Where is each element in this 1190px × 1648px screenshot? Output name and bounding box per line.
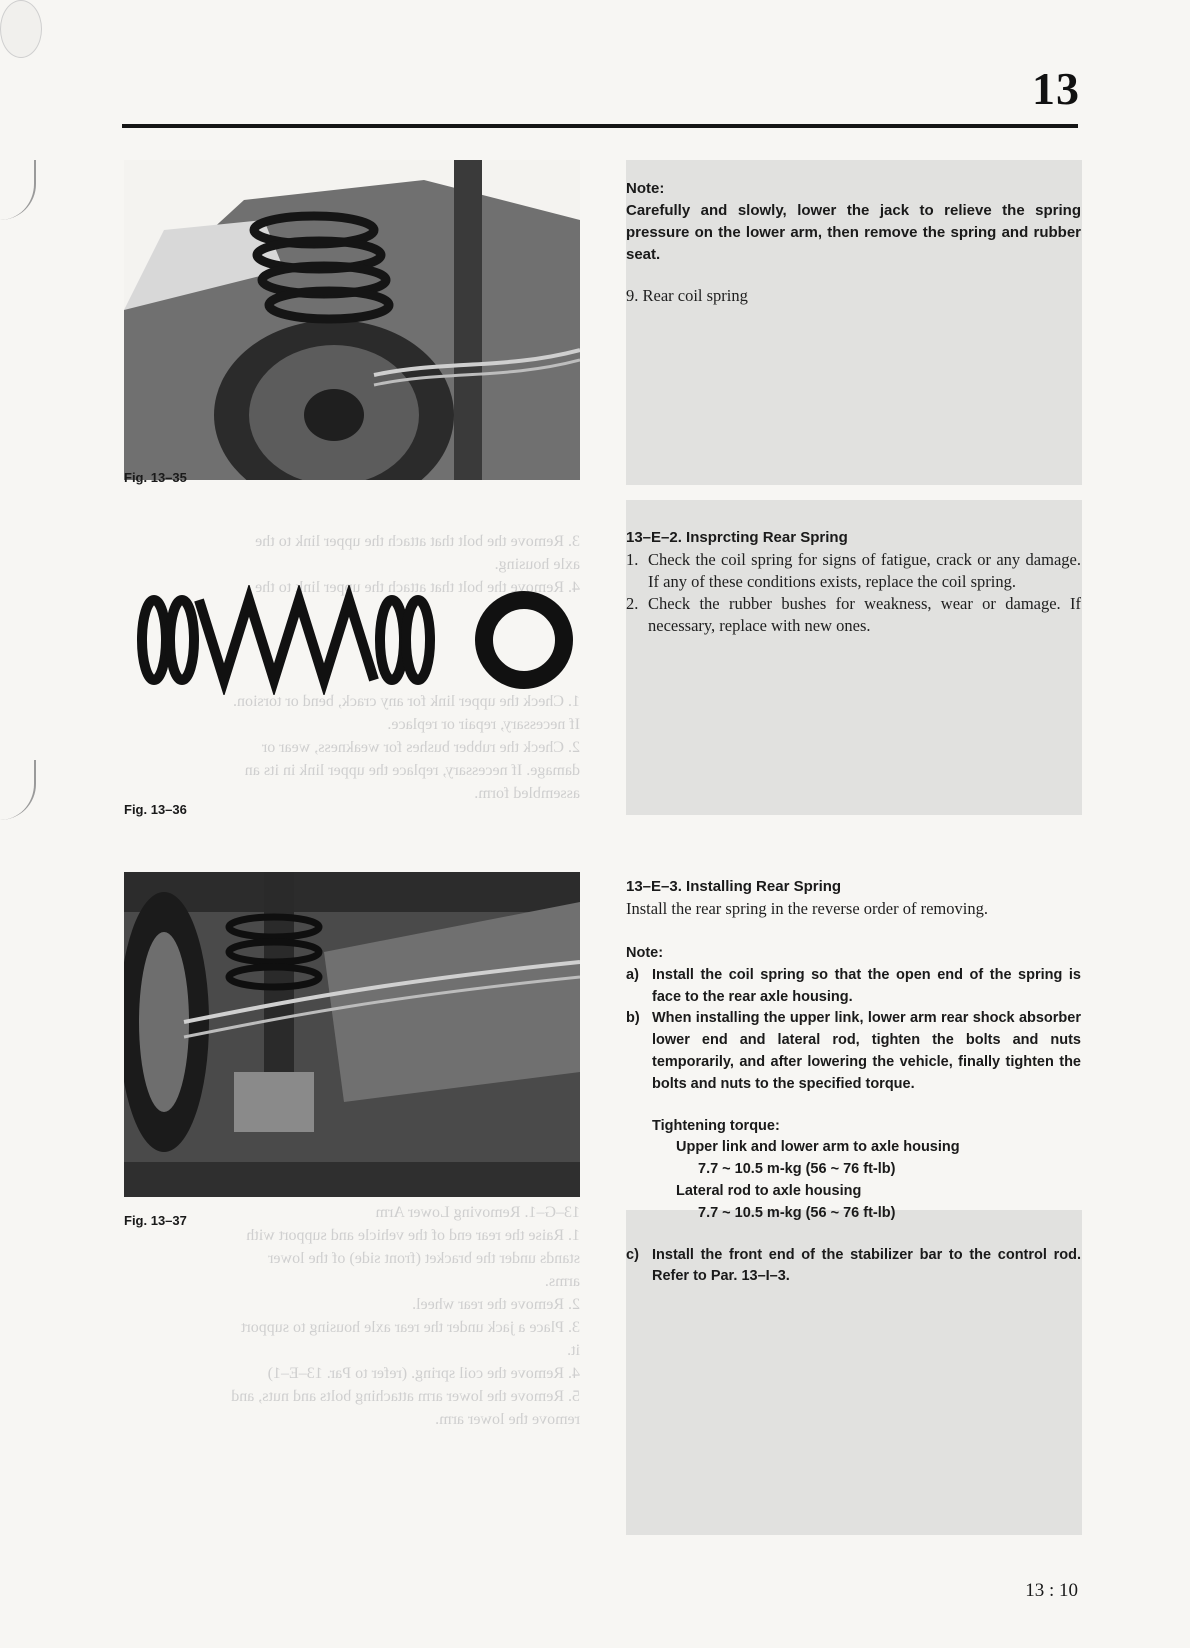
note-block (626, 943, 1081, 1288)
list-item: 1. Check the coil spring for signs of fatigue, crack or any damage. If any of these conditions exists, replace the coil spring. (626, 550, 1081, 591)
torque-title: Tightening torque: (652, 1117, 780, 1134)
list-item: b) When installing the upper link, lower arm rear shock absorber lower end and lateral rod, tighten the bolts and nuts temporarily, and after lowering the vehicle, finally tighten the bolts and nuts to the specified torque. (626, 1010, 1081, 1092)
chapter-number: 13 (1032, 63, 1080, 114)
figure-13-36-photo (124, 585, 580, 695)
binder-hole-mark (0, 760, 36, 820)
step-item (626, 285, 1081, 307)
step-number: 9. (626, 286, 639, 305)
binder-hole-mark (0, 160, 36, 220)
section-heading: 13–E–3. Installing Rear Spring (626, 878, 842, 895)
torque-line: Lateral rod to axle housing (676, 1182, 862, 1199)
figure-caption: Fig. 13–37 (124, 1213, 187, 1228)
list-item: 2. Check the rubber bushes for weakness, wear or damage. If necessary, replace with new ones. (626, 594, 1081, 635)
section-inspecting-rear-spring (626, 527, 1081, 637)
torque-line: Upper link and lower arm to axle housing (676, 1139, 960, 1156)
show-through-text: 13–G–1. Removing Lower Arm 1. Raise the rear end of the vehicle and support with stands under the bracket (front side) of the lower arms. 2. Remove the rear wheel. 3. Place a jack under the rear axle housing to support it. 4. Remove the coil spring. (refer to Par. 13–E–1) 5. Remove the lower arm attaching bolts and nuts, and remove the lower arm. (231, 1204, 580, 1428)
figure-13-35-photo (124, 160, 580, 480)
figure-caption: Fig. 13–36 (124, 802, 187, 817)
note-text: Carefully and slowly, lower the jack to relieve the spring pressure on the lower arm, then remove the spring and rubber seat. (626, 202, 1081, 263)
list-item: c) Install the front end of the stabilizer bar to the control rod. Refer to Par. 13–I–3. (626, 1246, 1081, 1285)
show-through-text: 1. Check the upper link for any crack, bend or torsion. If necessary, repair or replace. 2. Check the rubber bushes for weakness, wear or damage. If necessary, replace the upper link in its an assembled form. (232, 693, 580, 802)
step-text: Rear coil spring (642, 286, 748, 305)
note-title: Note: (626, 180, 665, 197)
show-through-text: 3. Remove the bolt that attach the upper link to the axle housing. 4. Remove the bolt that attach the upper link to the (255, 533, 580, 596)
figure-13-37-photo (124, 872, 580, 1197)
binder-hole (0, 0, 42, 58)
note-title: Note: (626, 945, 664, 961)
section-heading: 13–E–2. Insprcting Rear Spring (626, 529, 848, 546)
page-number: 13 : 10 (1025, 1580, 1078, 1601)
note-block (626, 178, 1081, 266)
tightening-torque-block (626, 1116, 1081, 1225)
torque-value: 7.7 ~ 10.5 m-kg (56 ~ 76 ft-lb) (698, 1161, 896, 1178)
section-installing-rear-spring (626, 876, 1081, 920)
figure-caption: Fig. 13–35 (124, 470, 187, 485)
section-text: Install the rear spring in the reverse order of removing. (626, 899, 988, 918)
torque-value: 7.7 ~ 10.5 m-kg (56 ~ 76 ft-lb) (698, 1204, 896, 1221)
list-item: a) Install the coil spring so that the open end of the spring is face to the rear axle housing. (626, 966, 1081, 1005)
header-rule (122, 124, 1078, 128)
